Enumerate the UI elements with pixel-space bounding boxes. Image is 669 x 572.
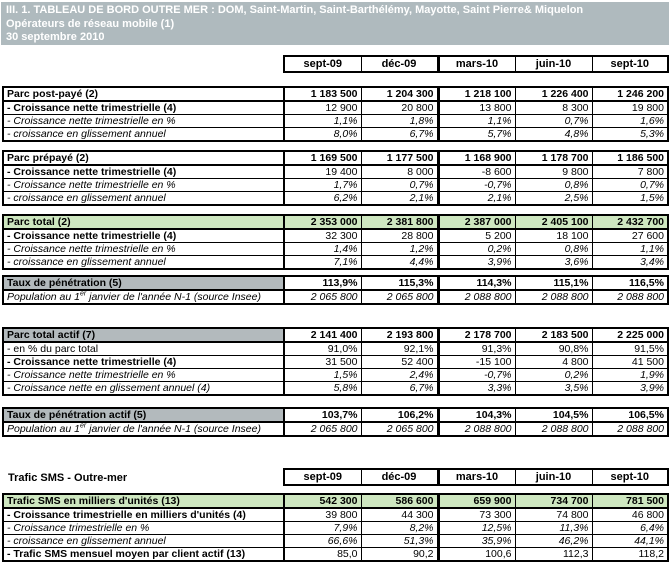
value-cell: 92,1%: [361, 342, 438, 356]
value-cell: 7,1%: [284, 256, 361, 270]
section-table-parc-total: [2, 214, 669, 270]
value-cell: 90,2: [361, 548, 438, 562]
value-cell: 46 800: [592, 508, 668, 522]
row-label: Parc prépayé (2): [3, 151, 284, 165]
value-cell: 3,5%: [515, 382, 592, 396]
value-cell: 1,5%: [592, 192, 668, 206]
row-label: - Croissance nette trimestrielle (4): [3, 356, 284, 369]
table-row: [3, 179, 668, 192]
table-row: [3, 290, 668, 304]
value-cell: 74 800: [515, 508, 592, 522]
section-table-trafic-sms: [2, 493, 669, 562]
value-cell: 106,2%: [361, 408, 438, 422]
month-column-header: déc-09: [361, 469, 438, 485]
section-table-parc-post-paye: [2, 86, 669, 142]
row-label: - Trafic SMS mensuel moyen par client actif (13): [3, 548, 284, 562]
value-cell: 1 186 500: [592, 151, 668, 165]
table-row: [3, 356, 668, 369]
value-cell: 0,2%: [438, 243, 515, 256]
value-cell: 103,7%: [284, 408, 361, 422]
row-label: - Croissance nette trimestrielle (4): [3, 229, 284, 243]
value-cell: 19 800: [592, 101, 668, 115]
value-cell: 7,9%: [284, 522, 361, 535]
row-label: Parc total (2): [3, 215, 284, 229]
title-line-1: III. 1. TABLEAU DE BORD OUTRE MER : DOM, Saint-Martin, Saint-Barthélémy, Mayotte, Saint Pierre& Miquelon: [6, 4, 584, 16]
value-cell: 0,8%: [515, 179, 592, 192]
table-row: [3, 535, 668, 548]
value-cell: 91,5%: [592, 342, 668, 356]
value-cell: 1 204 300: [361, 87, 438, 101]
value-cell: 6,7%: [361, 382, 438, 396]
value-cell: -15 100: [438, 356, 515, 369]
table-row: [3, 115, 668, 128]
row-label: Taux de pénétration (5): [3, 276, 284, 290]
row-label: - Croissance nette trimestrielle en %: [3, 115, 284, 128]
value-cell: 13 800: [438, 101, 515, 115]
month-column-header: mars-10: [438, 469, 515, 485]
value-cell: 2 353 000: [284, 215, 361, 229]
value-cell: 91,0%: [284, 342, 361, 356]
value-cell: 90,8%: [515, 342, 592, 356]
value-cell: 113,9%: [284, 276, 361, 290]
value-cell: 66,6%: [284, 535, 361, 548]
row-label: - croissance en glissement annuel: [3, 256, 284, 270]
month-column-header: sept-10: [592, 469, 668, 485]
value-cell: 118,2: [592, 548, 668, 562]
value-cell: 73 300: [438, 508, 515, 522]
table-row: [3, 87, 668, 101]
value-cell: 1 178 700: [515, 151, 592, 165]
value-cell: 0,2%: [515, 369, 592, 382]
value-cell: 112,3: [515, 548, 592, 562]
row-label: - Croissance nette trimestrielle en %: [3, 369, 284, 382]
table-row: [3, 128, 668, 142]
value-cell: 2,1%: [438, 192, 515, 206]
value-cell: 8,2%: [361, 522, 438, 535]
value-cell: 542 300: [284, 494, 361, 508]
row-label: - croissance en glissement annuel: [3, 535, 284, 548]
month-column-header: déc-09: [361, 56, 438, 72]
month-column-header: sept-09: [284, 469, 361, 485]
value-cell: 20 800: [361, 101, 438, 115]
value-cell: 2 381 800: [361, 215, 438, 229]
table-row: [3, 165, 668, 179]
row-label: - Croissance nette trimestrielle (4): [3, 165, 284, 179]
value-cell: 1,1%: [592, 243, 668, 256]
value-cell: 5 200: [438, 229, 515, 243]
value-cell: 586 600: [361, 494, 438, 508]
months-header-sms: [283, 468, 669, 486]
value-cell: 1,9%: [592, 369, 668, 382]
value-cell: 2 088 800: [438, 422, 515, 436]
value-cell: 8 300: [515, 101, 592, 115]
value-cell: 1,2%: [361, 243, 438, 256]
value-cell: 2 225 000: [592, 328, 668, 342]
value-cell: 734 700: [515, 494, 592, 508]
value-cell: 9 800: [515, 165, 592, 179]
table-row: [3, 522, 668, 535]
row-label: - Croissance trimestrielle en %: [3, 522, 284, 535]
value-cell: 781 500: [592, 494, 668, 508]
value-cell: 85,0: [284, 548, 361, 562]
value-cell: -0,7%: [438, 179, 515, 192]
value-cell: 2 183 500: [515, 328, 592, 342]
value-cell: 35,9%: [438, 535, 515, 548]
value-cell: 6,7%: [361, 128, 438, 142]
value-cell: 104,3%: [438, 408, 515, 422]
months-header-row: [284, 56, 668, 72]
section-table-parc-total-actif: [2, 327, 669, 396]
section-table-taux-penetration-actif: [2, 407, 669, 437]
value-cell: 2 088 800: [438, 290, 515, 304]
title-line-2: Opérateurs de réseau mobile (1): [6, 17, 175, 30]
table-row: [3, 548, 668, 562]
table-row: [3, 243, 668, 256]
value-cell: 2 065 800: [361, 422, 438, 436]
table-row: [3, 256, 668, 270]
table-row: [3, 229, 668, 243]
value-cell: 12 900: [284, 101, 361, 115]
value-cell: 1 246 200: [592, 87, 668, 101]
month-column-header: sept-09: [284, 56, 361, 72]
value-cell: 2,1%: [361, 192, 438, 206]
table-row: [3, 276, 668, 290]
value-cell: 18 100: [515, 229, 592, 243]
value-cell: 1,7%: [284, 179, 361, 192]
value-cell: 44 300: [361, 508, 438, 522]
value-cell: 1 218 100: [438, 87, 515, 101]
value-cell: 28 800: [361, 229, 438, 243]
value-cell: 52 400: [361, 356, 438, 369]
value-cell: 8,0%: [284, 128, 361, 142]
value-cell: 3,4%: [592, 256, 668, 270]
table-row: [3, 342, 668, 356]
title-bar: [1, 2, 669, 45]
value-cell: 4,4%: [361, 256, 438, 270]
value-cell: 104,5%: [515, 408, 592, 422]
value-cell: 44,1%: [592, 535, 668, 548]
value-cell: 2 405 100: [515, 215, 592, 229]
table-row: [3, 422, 668, 436]
months-header-row: [284, 469, 668, 485]
value-cell: 5,3%: [592, 128, 668, 142]
value-cell: 19 400: [284, 165, 361, 179]
value-cell: 3,6%: [515, 256, 592, 270]
value-cell: 1,5%: [284, 369, 361, 382]
row-label: - Croissance nette trimestrielle en %: [3, 179, 284, 192]
value-cell: 2 193 800: [361, 328, 438, 342]
value-cell: 1,4%: [284, 243, 361, 256]
table-row: [3, 408, 668, 422]
value-cell: 0,7%: [515, 115, 592, 128]
value-cell: 91,3%: [438, 342, 515, 356]
value-cell: 2,4%: [361, 369, 438, 382]
row-label: - Croissance nette en glissement annuel (4): [3, 382, 284, 396]
value-cell: 31 500: [284, 356, 361, 369]
table-row: [3, 508, 668, 522]
row-label: - en % du parc total: [3, 342, 284, 356]
value-cell: 41 500: [592, 356, 668, 369]
table-row: [3, 328, 668, 342]
sms-block-label: Trafic SMS - Outre-mer: [8, 472, 128, 484]
row-label: Population au 1er janvier de l'année N-1 (source Insee): [3, 290, 284, 304]
value-cell: 2 088 800: [592, 422, 668, 436]
row-label: Population au 1er janvier de l'année N-1 (source Insee): [3, 422, 284, 436]
value-cell: 1 177 500: [361, 151, 438, 165]
month-column-header: sept-10: [592, 56, 668, 72]
value-cell: 116,5%: [592, 276, 668, 290]
value-cell: 659 900: [438, 494, 515, 508]
row-label: Trafic SMS en milliers d'unités (13): [3, 494, 284, 508]
value-cell: 27 600: [592, 229, 668, 243]
value-cell: 2 178 700: [438, 328, 515, 342]
table-row: [3, 382, 668, 396]
value-cell: 2 088 800: [515, 290, 592, 304]
value-cell: 12,5%: [438, 522, 515, 535]
value-cell: 0,8%: [515, 243, 592, 256]
row-label: Taux de pénétration actif (5): [3, 408, 284, 422]
row-label: - croissance en glissement annuel: [3, 192, 284, 206]
value-cell: 1,1%: [284, 115, 361, 128]
value-cell: 2 065 800: [284, 422, 361, 436]
value-cell: 8 000: [361, 165, 438, 179]
value-cell: 1,1%: [438, 115, 515, 128]
value-cell: 0,7%: [592, 179, 668, 192]
value-cell: 1,8%: [361, 115, 438, 128]
row-label: - Croissance trimestrielle en milliers d'unités (4): [3, 508, 284, 522]
row-label: - Croissance nette trimestrielle (4): [3, 101, 284, 115]
month-column-header: mars-10: [438, 56, 515, 72]
value-cell: 1 168 900: [438, 151, 515, 165]
value-cell: 1,6%: [592, 115, 668, 128]
table-row: [3, 215, 668, 229]
value-cell: 32 300: [284, 229, 361, 243]
month-column-header: juin-10: [515, 56, 592, 72]
row-label: Parc total actif (7): [3, 328, 284, 342]
value-cell: 1 226 400: [515, 87, 592, 101]
table-row: [3, 101, 668, 115]
months-header-top: [283, 55, 669, 73]
table-row: [3, 494, 668, 508]
value-cell: 115,1%: [515, 276, 592, 290]
value-cell: 1 183 500: [284, 87, 361, 101]
value-cell: 2 088 800: [515, 422, 592, 436]
value-cell: 2 432 700: [592, 215, 668, 229]
row-label: - croissance en glissement annuel: [3, 128, 284, 142]
value-cell: 2 065 800: [284, 290, 361, 304]
value-cell: 4,8%: [515, 128, 592, 142]
table-row: [3, 192, 668, 206]
value-cell: 0,7%: [361, 179, 438, 192]
value-cell: 3,3%: [438, 382, 515, 396]
value-cell: 6,4%: [592, 522, 668, 535]
value-cell: 5,8%: [284, 382, 361, 396]
value-cell: 2 088 800: [592, 290, 668, 304]
value-cell: 1 169 500: [284, 151, 361, 165]
value-cell: 7 800: [592, 165, 668, 179]
value-cell: 100,6: [438, 548, 515, 562]
month-column-header: juin-10: [515, 469, 592, 485]
section-table-taux-penetration: [2, 275, 669, 305]
value-cell: 46,2%: [515, 535, 592, 548]
value-cell: 4 800: [515, 356, 592, 369]
table-row: [3, 151, 668, 165]
value-cell: 114,3%: [438, 276, 515, 290]
value-cell: -8 600: [438, 165, 515, 179]
value-cell: 5,7%: [438, 128, 515, 142]
row-label: - Croissance nette trimestrielle en %: [3, 243, 284, 256]
value-cell: 115,3%: [361, 276, 438, 290]
value-cell: 2 141 400: [284, 328, 361, 342]
value-cell: 2,5%: [515, 192, 592, 206]
value-cell: 106,5%: [592, 408, 668, 422]
value-cell: 11,3%: [515, 522, 592, 535]
value-cell: 39 800: [284, 508, 361, 522]
value-cell: 51,3%: [361, 535, 438, 548]
value-cell: 2 065 800: [361, 290, 438, 304]
table-row: [3, 369, 668, 382]
value-cell: -0,7%: [438, 369, 515, 382]
section-table-parc-prepaye: [2, 150, 669, 206]
value-cell: 3,9%: [438, 256, 515, 270]
value-cell: 2 387 000: [438, 215, 515, 229]
row-label: Parc post-payé (2): [3, 87, 284, 101]
title-line-3: 30 septembre 2010: [6, 31, 105, 43]
value-cell: 3,9%: [592, 382, 668, 396]
value-cell: 6,2%: [284, 192, 361, 206]
